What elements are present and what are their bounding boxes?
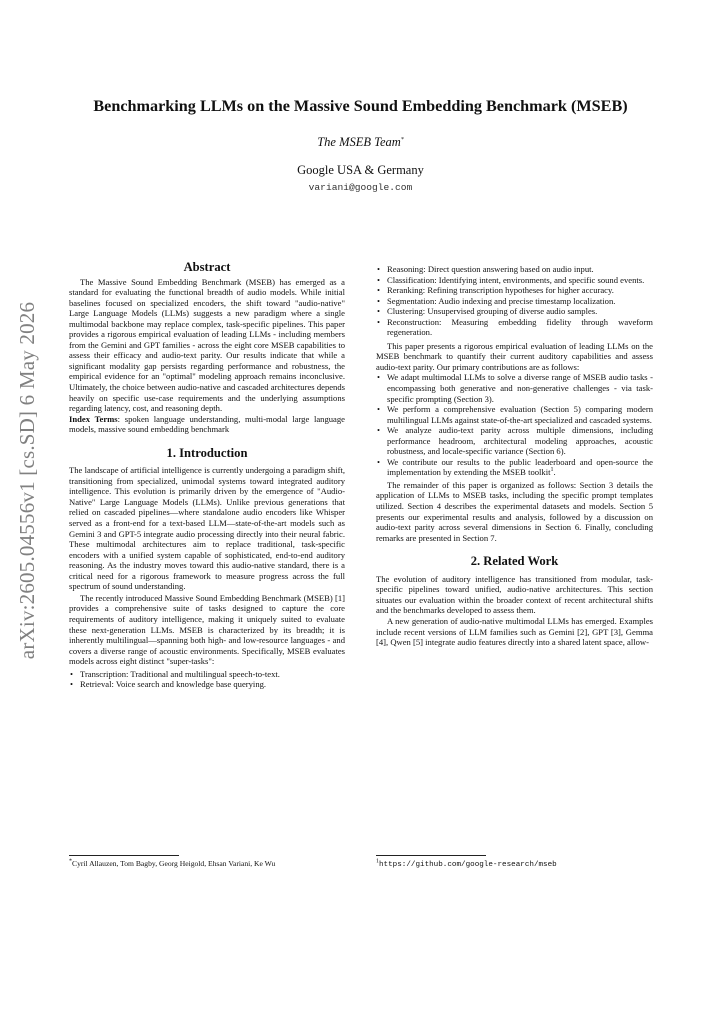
toolkit-footnote <box>376 859 653 870</box>
authors-text: The MSEB Team <box>317 135 401 149</box>
task-item: • Classification: Identifying intent, environments, and specific sound events. <box>376 275 653 286</box>
author-footnote-marker: * <box>69 858 72 865</box>
intro-paragraph-2: The recently introduced Massive Sound Embedding Benchmark (MSEB) [1] provides a comprehensive suite of tasks designed to capture the core requirements of auditory intelligence, making it uniquely suited to evaluate these next-generation LLMs. MSEB is characterized by its breadth; it is inherently multilingual—spanning both high- and low-resource languages - and covers a diverse range of acoustic environments. Specifically, MSEB evaluates models across eight distinct "super-tasks": <box>69 592 345 667</box>
task-item: • Reconstruction: Measuring embedding fidelity through waveform regeneration. <box>376 317 653 338</box>
toolkit-footnote-ref: 1 <box>550 467 554 474</box>
arxiv-stamp <box>6 300 50 660</box>
authors-footnote-marker: * <box>400 136 404 143</box>
related-work-paragraph-1: The evolution of auditory intelligence has transitioned from modular, task-specific pipelines toward unified, audio-native architectures. This section situates our evaluation within the broader context of recent architectural shifts and the benchmarks developed to assess them. <box>376 573 653 616</box>
author-footnote-text: Cyril Allauzen, Tom Bagby, Georg Heigold, Ehsan Variani, Ke Wu <box>72 859 276 868</box>
author-footnote <box>69 859 345 868</box>
contribution-item: • We adapt multimodal LLMs to solve a diverse range of MSEB audio tasks - encompassing both generative and non-generative challenges - via task-specific prompting (Section 3). <box>376 372 653 404</box>
toolkit-footnote-marker: 1 <box>376 858 379 865</box>
left-column <box>69 262 345 690</box>
task-item: • Reranking: Refining transcription hypotheses for higher accuracy. <box>376 285 653 296</box>
arxiv-id: arXiv:2605.04556v1 [cs.SD] 6 May 2026 <box>15 301 40 659</box>
contribution-item: • We contribute our results to the public leaderboard and open-source the implementation by extending the MSEB toolkit$^1$. <box>376 457 653 478</box>
abstract-heading: Abstract <box>183 260 231 274</box>
task-item: • Clustering: Unsupervised grouping of diverse audio samples. <box>376 306 653 317</box>
toolkit-footnote-url[interactable]: https://github.com/google-research/mseb <box>379 861 557 869</box>
intro-heading: 1. Introduction <box>166 445 248 460</box>
outline-paragraph: The remainder of this paper is organized as follows: Section 3 details the application of LLMs to MSEB tasks, including the specific prompt templates utilized. Section 4 describes the experimental datasets and models. Section 5 presents our experimental results and analysis, followed by a discussion on audio-text parity across several dimensions in Section 6. Finally, concluding remarks are presented in Section 7. <box>376 479 653 543</box>
footnote-rule-left <box>69 855 179 856</box>
related-work-heading: 2. Related Work <box>470 554 559 569</box>
index-terms-text: : spoken language understanding, multi-modal large language models, massive sound embedding benchmark <box>69 413 345 435</box>
intro-paragraph-1: The landscape of artificial intelligence is currently undergoing a paradigm shift, transitioning from specialized, unimodal systems toward integrated auditory intelligence. This evolution is primarily driven by the emergence of "Audio-Native" Large Language Models (LLMs). Unlike previous generations that relied on cascaded pipelines—where standalone audio encoders like Whisper served as a front-end for a text-based LLM—state-of-the-art models such as Gemini 3 and GPT-5 integrate audio processing directly into their neural fabric. These multimodal architectures aim to replace traditional, task-specific encoders with a unified system capable of sophisticated, end-to-end auditory reasoning. As the industry moves toward this audio-native standard, there is a critical need for a rigorous framework to measure progress across the full spectrum of sound understanding. <box>69 465 345 592</box>
task-item: • Reasoning: Direct question answering based on audio input. <box>376 264 653 275</box>
affiliation: Google USA & Germany <box>297 163 424 177</box>
contribution-item: • We analyze audio-text parity across multiple dimensions, including performance headroom, architectural modeling approaches, acoustic robustness, and locale-specific variance (Section 6). <box>376 425 653 457</box>
abstract-text: The Massive Sound Embedding Benchmark (MSEB) has emerged as a standard for evaluating the functional breadth of audio models. While initial baselines focused on specialized encoders, the shift toward "audio-native" Large Language Models (LLMs) suggests a new paradigm where a single multimodal backbone may replace complex, task-specific pipelines. This paper provides a rigorous empirical evaluation of leading LLMs - including members from the Gemini and GPT families - across the eight core MSEB capabilities to assess their efficacy and audio-text parity. Our results indicate that while a significant modality gap persists regarding performance and robustness, the empirical evidence for an "optimal" modeling approach remains inconclusive. Ultimately, the choice between audio-native and cascaded architectures depends heavily on specific use-case requirements and the underlying assumptions regarding latency, cost, and reasoning depth. <box>69 276 345 414</box>
contact-email: variani@google.com <box>308 182 413 193</box>
index-terms-label: Index Terms <box>69 413 118 424</box>
right-column <box>376 264 653 648</box>
related-work-paragraph-2: A new generation of audio-native multimodal LLMs has emerged. Examples include recent versions of LLM families such as Gemini [2], GPT [3], Gemma [4], Qwen [5] integrate audio features directly into a shared latent space, allow- <box>376 615 653 648</box>
contribution-text: We contribute our results to the public leaderboard and open-source the implementation by extending the MSEB toolkit <box>387 456 653 478</box>
footnote-rule-right <box>376 855 486 856</box>
task-item: • Transcription: Traditional and multilingual speech-to-text. <box>69 669 345 680</box>
index-terms <box>69 414 345 435</box>
task-item: • Retrieval: Voice search and knowledge base querying. <box>69 679 345 690</box>
paper-authors <box>40 135 681 150</box>
paper-title: Benchmarking LLMs on the Massive Sound Embedding Benchmark (MSEB) <box>93 97 628 115</box>
contribution-item: • We perform a comprehensive evaluation (Section 5) comparing modern multilingual LLMs against state-of-the-art specialized and cascaded systems. <box>376 404 653 425</box>
task-item: • Segmentation: Audio indexing and precise timestamp localization. <box>376 296 653 307</box>
contributions-intro: This paper presents a rigorous empirical evaluation of leading LLMs on the MSEB benchmark to quantify their current auditory capabilities and assess audio-text parity. Our primary contributions are as follows: <box>376 340 653 372</box>
